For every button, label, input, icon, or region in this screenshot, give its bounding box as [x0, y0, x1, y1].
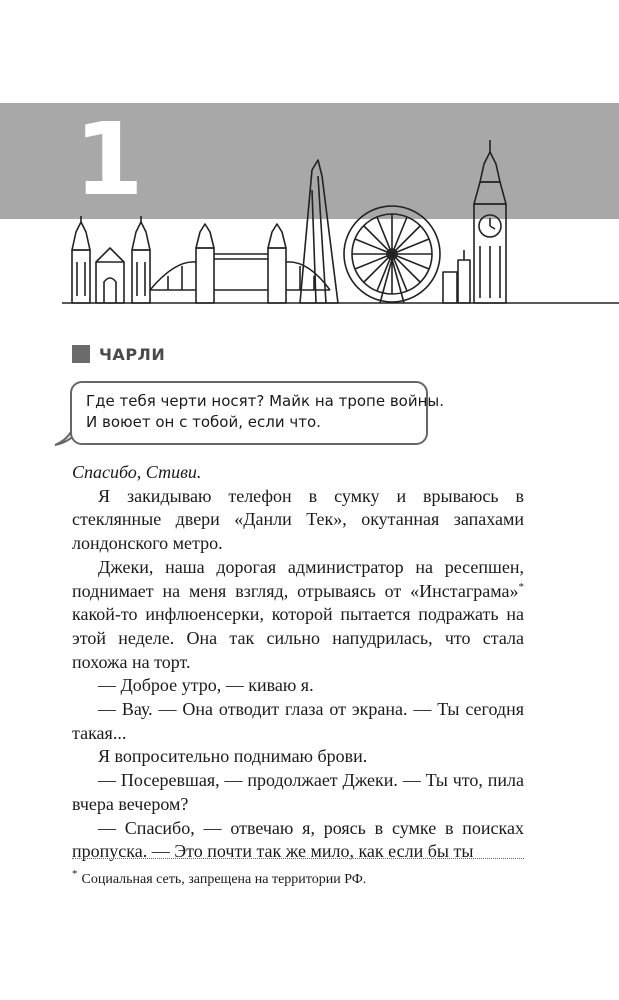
- message-line: И воюет он с тобой, если что.: [86, 413, 321, 431]
- footnote-marker: *: [518, 580, 524, 593]
- footnote: [72, 870, 524, 890]
- speaker-square-icon: [72, 345, 90, 363]
- big-ben-tower-icon: [474, 140, 506, 303]
- paragraph: — Доброе утро, — киваю я.: [98, 675, 314, 696]
- paragraph-text: Джеки, наша дорогая администратор на ресепшен, поднимает на меня взгляд, отрываясь от «Инстаграма»: [72, 556, 524, 601]
- paragraph: Я вопросительно поднимаю брови.: [98, 746, 368, 767]
- paragraph: — Вау. — Она отводит глаза от экрана. — Ты сегодня такая...: [72, 699, 524, 743]
- chapter-number: 1: [74, 101, 144, 218]
- speaker-name: ЧАРЛИ: [99, 344, 166, 364]
- small-buildings-icon: [443, 250, 470, 303]
- paragraph: — Посеревшая, — продолжает Джеки. — Ты что, пила вчера вечером?: [72, 770, 524, 814]
- chapter-body-text: [72, 461, 524, 864]
- message-bubble: [70, 381, 445, 445]
- footnote-divider: [72, 858, 524, 859]
- message-line: Где тебя черти носят? Майк на тропе войны.: [86, 392, 445, 410]
- gothic-building-left-icon: [72, 216, 150, 303]
- paragraph: Я закидываю телефон в сумку и врываюсь в стеклянные двери «Данли Тек», окутанная запахами лондонского метро.: [72, 485, 524, 554]
- shard-skyscraper-icon: [300, 160, 338, 303]
- paragraph: [72, 556, 524, 675]
- paragraph-text: какой-то инфлюенсерки, которой пытается подражать на этой неделе. Она так сильно напудрилась, что стала похожа на торт.: [72, 604, 524, 672]
- footnote-text: Социальная сеть, запрещена на территории РФ.: [81, 872, 367, 887]
- chat-speaker-header: [72, 343, 165, 365]
- footnote-asterisk: *: [72, 868, 78, 881]
- london-eye-icon: [344, 206, 440, 303]
- london-skyline-illustration: [0, 140, 619, 315]
- paragraph: Спасибо, Стиви.: [72, 462, 202, 482]
- paragraph: — Спасибо, — отвечаю я, роясь в сумке в поисках пропуска. — Это почти так же мило, как если бы ты: [72, 817, 524, 862]
